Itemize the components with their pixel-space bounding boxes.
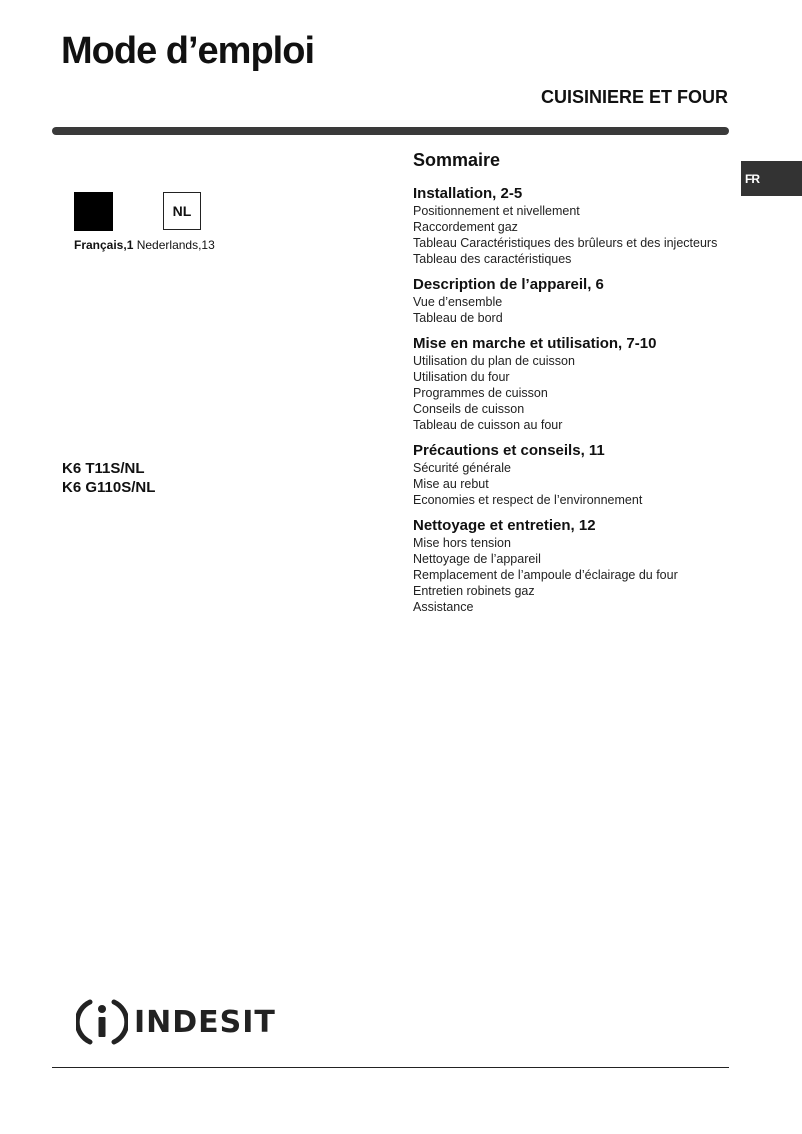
- brand-logo: [76, 996, 276, 1048]
- toc-section-title: Installation, 2-5: [413, 185, 523, 202]
- toc-item: Utilisation du plan de cuisson: [413, 354, 575, 368]
- toc-section-maintenance: [413, 517, 733, 615]
- toc-item: Tableau de bord: [413, 311, 503, 325]
- model-name: K6 G110S/NL: [62, 479, 156, 496]
- toc-item: Mise hors tension: [413, 536, 511, 550]
- toc-section-installation: [413, 185, 733, 267]
- toc-item: Conseils de cuisson: [413, 402, 525, 416]
- header-divider: [52, 127, 729, 135]
- dutch-language-code: NL: [172, 203, 192, 219]
- toc-item: Nettoyage de l’appareil: [413, 552, 541, 566]
- language-tab-fr: [741, 161, 802, 196]
- french-page-ref: Français,1: [74, 238, 134, 252]
- model-name: K6 T11S/NL: [62, 460, 145, 477]
- toc-section-description: [413, 276, 733, 326]
- toc-item: Positionnement et nivellement: [413, 204, 580, 218]
- toc-item: Raccordement gaz: [413, 220, 518, 234]
- toc-item: Vue d’ensemble: [413, 295, 503, 309]
- toc-item: Mise au rebut: [413, 477, 489, 491]
- toc-section-title: Mise en marche et utilisation, 7-10: [413, 335, 657, 352]
- table-of-contents: [413, 150, 733, 624]
- toc-item: Assistance: [413, 600, 474, 614]
- toc-section-title: Nettoyage et entretien, 12: [413, 517, 596, 534]
- toc-item: Tableau des caractéristiques: [413, 252, 572, 266]
- toc-section-title: Description de l’appareil, 6: [413, 276, 604, 293]
- toc-item: Economies et respect de l’environnement: [413, 493, 643, 507]
- toc-item: Remplacement de l’ampoule d’éclairage du four: [413, 568, 678, 582]
- language-tab-label: FR: [745, 171, 759, 186]
- toc-section-title: Précautions et conseils, 11: [413, 442, 605, 459]
- document-title: Mode d’emploi: [61, 30, 314, 72]
- toc-item: Entretien robinets gaz: [413, 584, 535, 598]
- document-subtitle: CUISINIERE ET FOUR: [540, 87, 728, 107]
- toc-item: Programmes de cuisson: [413, 386, 548, 400]
- toc-section-precautions: [413, 442, 733, 508]
- toc-item: Utilisation du four: [413, 370, 510, 384]
- toc-section-usage: [413, 335, 733, 433]
- french-language-box: [74, 192, 113, 231]
- model-list: [62, 459, 155, 497]
- toc-item: Tableau Caractéristiques des brûleurs et des injecteurs: [413, 236, 718, 250]
- indesit-logo-icon: [76, 996, 128, 1048]
- brand-name: INDESIT: [134, 1004, 276, 1040]
- toc-item: Sécurité générale: [413, 461, 511, 475]
- toc-heading: Sommaire: [413, 150, 501, 170]
- language-index: [74, 238, 215, 252]
- dutch-language-box: [163, 192, 201, 230]
- toc-item: Tableau de cuisson au four: [413, 418, 563, 432]
- footer-divider: [52, 1067, 729, 1068]
- dutch-page-ref: Nederlands,13: [136, 238, 215, 252]
